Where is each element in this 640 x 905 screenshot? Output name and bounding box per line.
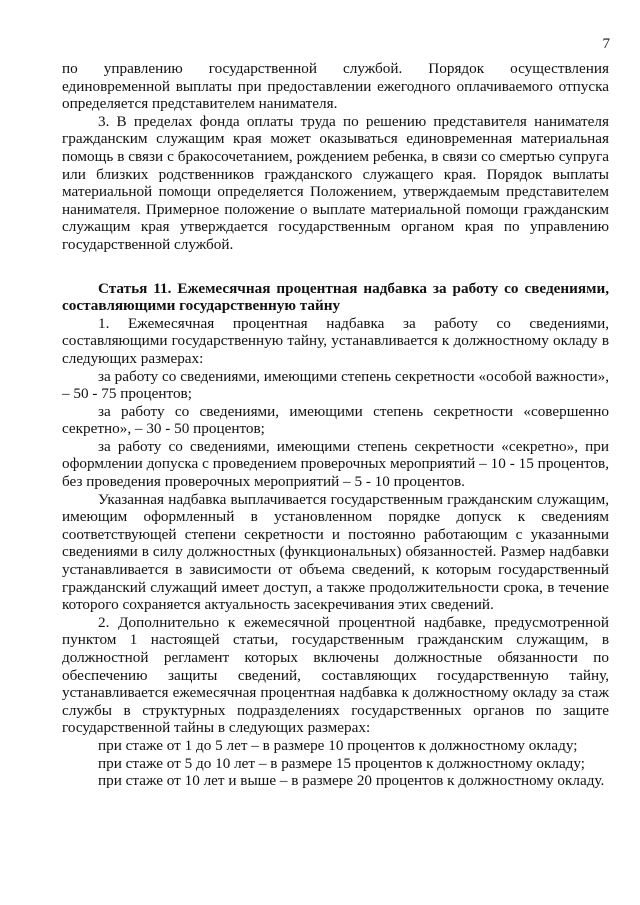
tenure-rate-10-plus: при стаже от 10 лет и выше – в размере 20 процентов к должностному окладу. (98, 772, 605, 790)
page-number: 7 (602, 36, 610, 52)
section-gap (62, 254, 609, 280)
article-item-1-intro: 1. Ежемесячная процентная надбавка за работу со сведениями, составляющими государственную тайну, устанавливается к должностному окладу в следующих размерах: (62, 314, 609, 367)
rate-item-top-secret: за работу со сведениями, имеющими степень секретности «совершенно секретно», – 30 - 50 процентов; (62, 402, 609, 438)
paragraph-continuation: по управлению государственной службой. Порядок осуществления единовременной выплаты при предоставлении ежегодного оплачиваемого отпуска определяется представителем нанимателя. (62, 60, 609, 113)
article-title: Статья 11. Ежемесячная процентная надбавка за работу со сведениями, составляющими государственную тайну (62, 279, 609, 315)
article-item-2-intro: 2. Дополнительно к ежемесячной процентной надбавке, предусмотренной пунктом 1 настоящей статьи, государственным гражданским служащим, в должностной регламент которых включены должностные обязанности по обеспечению защиты сведений, составляющих государственную тайну, устанавливается ежемесячная процентная надбавка к должностному окладу за стаж службы в структурных подразделениях государственных органов по защите государственной тайны в следующих размерах: (62, 613, 609, 737)
tenure-rate-1-5: при стаже от 1 до 5 лет – в размере 10 процентов к должностному окладу; (98, 736, 578, 754)
paragraph-item-3: 3. В пределах фонда оплаты труда по решению представителя нанимателя гражданским служащим края может оказываться единовременная материальная помощь в связи с бракосочетанием, рождением ребенка, в связи со смертью супруга или близких родственников гражданского служащего края. Порядок выплаты материальной помощи определяется Положением, утверждаемым представителем нанимателя. Примерное положение о выплате материальной помощи гражданским служащим края утверждается государственным органом края по управлению государственной службой. (62, 112, 609, 253)
article-item-1-note: Указанная надбавка выплачивается государственным гражданским служащим, имеющим оформленный в установленном порядке допуск к сведениям соответствующей степени секретности и постоянно работающим с указанными сведениями в силу должностных (функциональных) обязанностей. Размер надбавки устанавливается в зависимости от объема сведений, к которым государственный гражданский служащий имеет доступ, а также продолжительности срока, в течение которого сохраняется актуальность засекречивания этих сведений. (62, 490, 609, 614)
tenure-rate-5-10: при стаже от 5 до 10 лет – в размере 15 процентов к должностному окладу; (98, 754, 586, 772)
document-body (62, 60, 609, 790)
rate-item-special-importance: за работу со сведениями, имеющими степень секретности «особой важности», – 50 - 75 процентов; (62, 367, 609, 403)
rate-item-secret: за работу со сведениями, имеющими степень секретности «секретно», при оформлении допуска с проведением проверочных мероприятий – 10 - 15 процентов, без проведения проверочных мероприятий – 5 - 10 процентов. (62, 437, 609, 491)
